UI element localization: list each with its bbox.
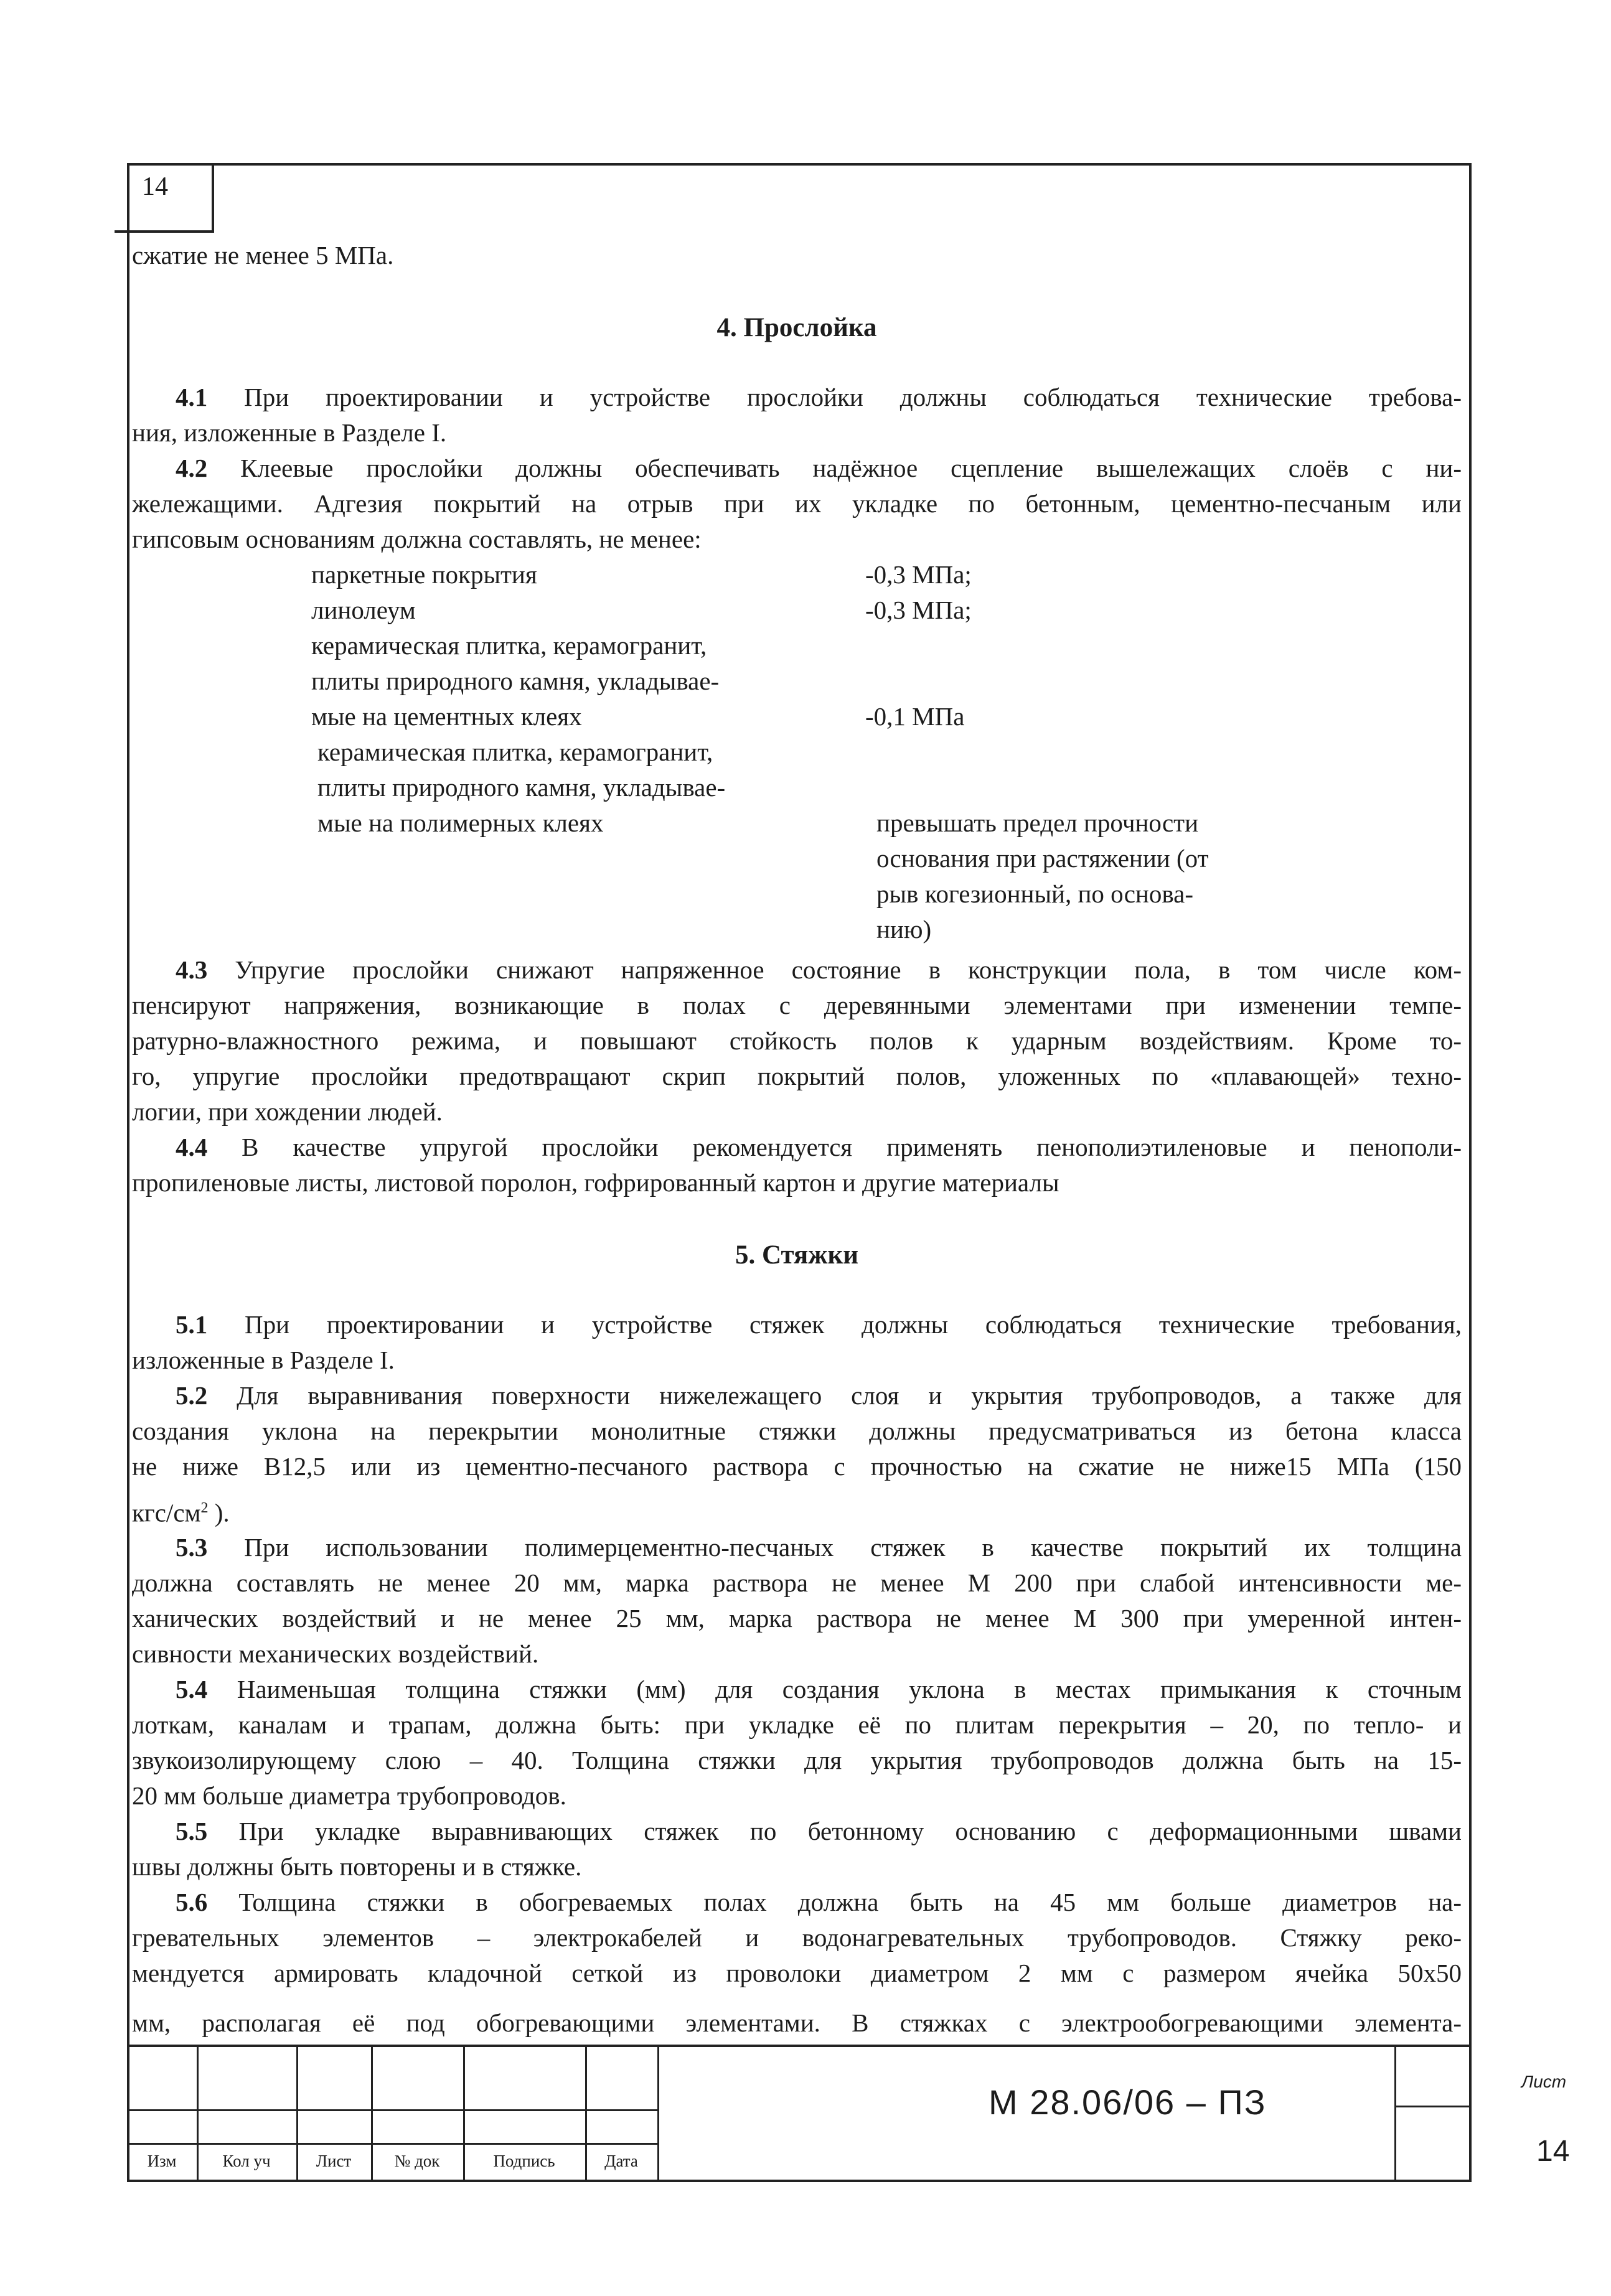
para-5-6-line: 5.6 Толщина стяжки в обогреваемых полах должна быть на 45 мм больше диаметров на- (176, 1888, 1462, 1916)
section-5-title: 5. Стяжки (735, 1240, 859, 1270)
para-5-4-number: 5.4 (176, 1675, 208, 1703)
adhesion-material: плиты природного камня, укладывае- (311, 667, 720, 695)
para-5-2-line: не ниже В12,5 или из цементно-песчаного раствора с прочностью на сжатие не ниже15 МПа (150 (132, 1452, 1462, 1481)
adhesion-material: плиты природного камня, укладывае- (317, 773, 726, 802)
para-5-2-line: создания уклона на перекрытии монолитные стяжки должны предусматриваться из бетона класса (132, 1417, 1462, 1445)
para-5-4-line: 20 мм больше диаметра трубопроводов. (132, 1781, 566, 1810)
para-4-3-line: го, упругие прослойки предотвращают скрип покрытий полов, уложенных по «плавающей» техно- (132, 1062, 1462, 1090)
para-4-1-line: ния, изложенные в Разделе I. (132, 418, 447, 447)
para-4-2-number: 4.2 (176, 454, 208, 482)
para-5-3-line: 5.3 При использовании полимерцементно-песчаных стяжек в качестве покрытий их толщина (176, 1533, 1462, 1562)
adhesion-value: рыв когезионный, по основа- (876, 879, 1193, 908)
para-5-2-line: 5.2 Для выравнивания поверхности нижележащего слоя и укрытия трубопроводов, а также для (176, 1381, 1462, 1410)
tb-column-header: Подпись (493, 2152, 555, 2170)
adhesion-material: линолеум (311, 596, 416, 624)
para-4-4-line: 4.4 В качестве упругой прослойки рекомендуется применять пенополиэтиленовые и пенополи- (176, 1133, 1462, 1161)
adhesion-material: керамическая плитка, керамогранит, (311, 631, 707, 660)
para-5-2-number: 5.2 (176, 1381, 208, 1410)
adhesion-value: -0,1 МПа (865, 702, 965, 731)
para-4-4-line: пропиленовые листы, листовой поролон, гофрированный картон и другие материалы (132, 1168, 1059, 1197)
adhesion-value: -0,3 МПа; (865, 596, 972, 624)
para-5-6-number: 5.6 (176, 1888, 208, 1916)
para-4-2-line: 4.2 Клеевые прослойки должны обеспечивать надёжное сцепление вышележащих слоёв с ни- (176, 454, 1462, 482)
para-5-6-line: гревательных элементов – электрокабелей и водонагревательных трубопроводов. Стяжку реко- (132, 1923, 1462, 1952)
para-4-3-line: ратурно-влажностного режима, и повышают стойкость полов к ударным воздействиям. Кроме то- (132, 1026, 1462, 1055)
adhesion-value: нию) (876, 915, 932, 944)
para-5-4-line: звукоизолирующему слою – 40. Толщина стяжки для укрытия трубопроводов должна быть на 15- (132, 1746, 1462, 1774)
tb-column-header: Кол уч (222, 2152, 271, 2170)
para-5-1-number: 5.1 (176, 1310, 208, 1339)
adhesion-value: -0,3 МПа; (865, 560, 972, 589)
para-4-1-line: 4.1 При проектировании и устройстве прослойки должны соблюдаться технические требова- (176, 383, 1462, 411)
para-5-4-line: 5.4 Наименьшая толщина стяжки (мм) для создания уклона в местах примыкания к сточным (176, 1675, 1462, 1703)
para-5-5-number: 5.5 (176, 1817, 208, 1845)
tb-column-header: № док (394, 2152, 440, 2170)
adhesion-material: паркетные покрытия (311, 560, 537, 589)
para-5-2-line: кгс/$см^2$ ). (132, 1498, 230, 1527)
tb-column-header: Изм (147, 2152, 177, 2170)
para-5-5-line: 5.5 При укладке выравнивающих стяжек по бетонному основанию с деформационными швами (176, 1817, 1462, 1845)
para-5-3-line: ханических воздействий и не менее 25 мм, марка раствора не менее М 300 при умеренной интен- (132, 1604, 1462, 1633)
intro-line: сжатие не менее 5 МПа. (132, 241, 394, 269)
para-5-3-line: должна составлять не менее 20 мм, марка раствора не менее М 200 при слабой интенсивности ме- (132, 1568, 1462, 1597)
para-5-6-line: мм, располагая её под обогревающими элементами. В стяжках с электрообогревающими элемента- (132, 2008, 1462, 2037)
tb-row-line (127, 2143, 657, 2145)
para-5-3-number: 5.3 (176, 1533, 208, 1562)
adhesion-value: основания при растяжении (от (876, 844, 1209, 873)
para-5-4-line: лоткам, каналам и трапам, должна быть: при укладке её по плитам перекрытия – 20, по тепло- и (132, 1710, 1462, 1739)
para-4-3-number: 4.3 (176, 955, 208, 984)
para-4-2-line: гипсовым основаниям должна составлять, не менее: (132, 525, 702, 553)
para-4-2-line: жележащими. Адгезия покрытий на отрыв при их укладке по бетонным, цементно-песчаным или (132, 489, 1462, 518)
section-4-title: 4. Прослойка (716, 313, 877, 342)
adhesion-material: керамическая плитка, керамогранит, (317, 738, 713, 766)
tb-column-header: Лист (316, 2152, 352, 2170)
para-4-3-line: пенсируют напряжения, возникающие в полах с деревянными элементами при изменении темпе- (132, 991, 1462, 1019)
page-number: 14 (142, 172, 168, 201)
tb-column-header: Дата (604, 2152, 638, 2170)
tb-row-line (127, 2109, 657, 2111)
para-4-3-line: 4.3 Упругие прослойки снижают напряженное состояние в конструкции пола, в том числе ком- (176, 955, 1462, 984)
adhesion-material: мые на полимерных клеях (317, 808, 604, 837)
tb-divider (657, 2047, 659, 2182)
para-5-3-line: сивности механических воздействий. (132, 1639, 539, 1668)
para-4-3-line: логии, при хождении людей. (132, 1097, 443, 1126)
para-5-1-line: изложенные в Разделе I. (132, 1346, 395, 1374)
adhesion-value: превышать предел прочности (876, 808, 1199, 837)
sheet-label: Лист (1521, 2072, 1567, 2091)
page-number-box (115, 163, 214, 233)
para-4-1-number: 4.1 (176, 383, 208, 411)
title-block (127, 2045, 1570, 2182)
tb-divider (1394, 2047, 1396, 2182)
para-5-6-line: мендуется армировать кладочной сеткой из проволоки диаметром 2 мм с размером ячейка 50х50 (132, 1959, 1462, 1987)
para-4-4-number: 4.4 (176, 1133, 208, 1161)
sheet-number: 14 (1536, 2135, 1570, 2168)
document-code: М 28.06/06 – ПЗ (989, 2083, 1267, 2122)
tb-row-line (1394, 2106, 1472, 2107)
para-5-5-line: швы должны быть повторены и в стяжке. (132, 1852, 582, 1881)
adhesion-material: мые на цементных клеях (311, 702, 582, 731)
para-5-1-line: 5.1 При проектировании и устройстве стяжек должны соблюдаться технические требования, (176, 1310, 1462, 1339)
